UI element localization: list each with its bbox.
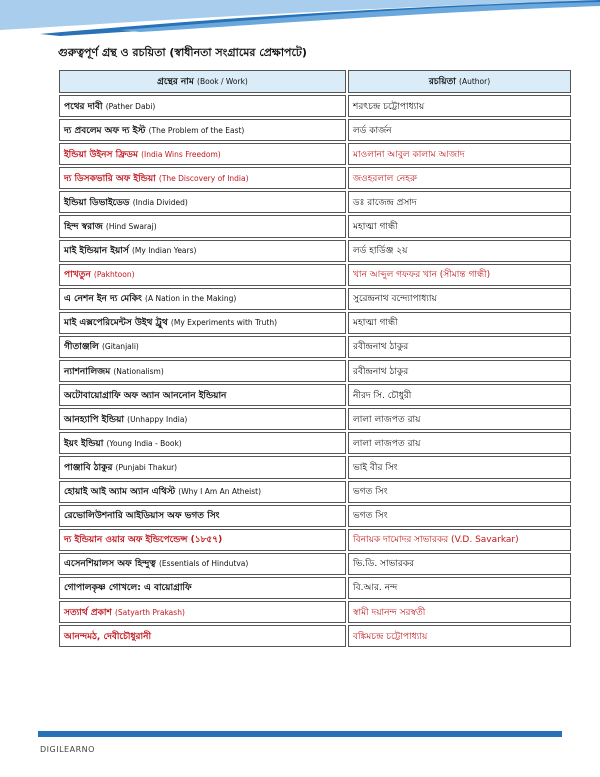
book-title-cell: হিন্দ স্বরাজ (Hind Swaraj)	[59, 215, 346, 237]
book-title-cell: গোপালকৃষ্ণ গোখলে: এ বায়োগ্রাফি	[59, 577, 346, 599]
author-cell: ভাই বীর সিং	[348, 456, 571, 478]
book-title-cell: আনন্দমঠ, দেবীচৌধুরানী	[59, 625, 346, 647]
footer-bar	[38, 731, 562, 737]
page-heading: গুরুত্বপূর্ণ গ্রন্থ ও রচয়িতা (স্বাধীনতা সংগ্রামের প্রেক্ষাপটে)	[58, 46, 307, 59]
author-cell: লর্ড হার্ডিঞ্জ ২য়	[348, 240, 571, 262]
table-row	[59, 625, 571, 647]
book-title-cell: পাখতুন (Pakhtoon)	[59, 264, 346, 286]
book-title-cell: ইয়ং ইন্ডিয়া (Young India - Book)	[59, 432, 346, 454]
table-row	[59, 288, 571, 310]
table-row	[59, 408, 571, 430]
book-title-cell: এসেনশিয়ালস অফ হিন্দুত্ব (Essentials of Hindutva)	[59, 553, 346, 575]
book-title-cell: মাই ইন্ডিয়ান ইয়ার্স (My Indian Years)	[59, 240, 346, 262]
table-row	[59, 601, 571, 623]
books-table	[57, 68, 573, 649]
top-wave-decoration	[0, 0, 600, 44]
book-title-cell: সত্যার্থ প্রকাশ (Satyarth Prakash)	[59, 601, 346, 623]
table-row	[59, 553, 571, 575]
author-cell: ভি.ডি. সাভারকর	[348, 553, 571, 575]
author-cell: লালা লাজপত রায়	[348, 432, 571, 454]
book-title-cell: ইন্ডিয়া ডিভাইডেড (India Divided)	[59, 191, 346, 213]
table-row	[59, 167, 571, 189]
table-row	[59, 384, 571, 406]
author-cell: বঙ্কিমচন্দ্র চট্টোপাধ্যায়	[348, 625, 571, 647]
book-title-cell: রেভোলিউশনারি আইডিয়াস অফ ভগত সিং	[59, 505, 346, 527]
table-row	[59, 191, 571, 213]
table-row	[59, 432, 571, 454]
table-row	[59, 456, 571, 478]
table-row	[59, 264, 571, 286]
author-cell: ডঃ রাজেন্দ্র প্রসাদ	[348, 191, 571, 213]
author-column-header: রচয়িতা (Author)	[348, 70, 571, 93]
book-title-cell: এ নেশন ইন দ্য মেকিং (A Nation in the Making)	[59, 288, 346, 310]
book-title-cell: দ্য ডিসকভারি অফ ইন্ডিয়া (The Discovery of India)	[59, 167, 346, 189]
book-title-cell: অটোবায়োগ্রাফি অফ অ্যান আননোন ইন্ডিয়ান	[59, 384, 346, 406]
table-row	[59, 529, 571, 551]
author-cell: বিনায়ক দামোদর সাভারকর (V.D. Savarkar)	[348, 529, 571, 551]
table-row	[59, 240, 571, 262]
book-title-cell: পাঞ্জাবি ঠাকুর (Punjabi Thakur)	[59, 456, 346, 478]
table-row	[59, 577, 571, 599]
author-cell: বি.আর. নন্দ	[348, 577, 571, 599]
author-cell: মহাত্মা গান্ধী	[348, 215, 571, 237]
book-title-cell: দ্য প্রবলেম অফ দ্য ইস্ট (The Problem of the East)	[59, 119, 346, 141]
table-row	[59, 119, 571, 141]
book-title-cell: মাই এক্সপেরিমেন্টস উইথ ট্রুথ (My Experiments with Truth)	[59, 312, 346, 334]
table-row	[59, 143, 571, 165]
table-row	[59, 312, 571, 334]
author-cell: মাওলানা আবুল কালাম আজাদ	[348, 143, 571, 165]
book-title-cell: দ্য ইন্ডিয়ান ওয়ার অফ ইন্ডিপেন্ডেন্স (১৮৫৭)	[59, 529, 346, 551]
table-header-row	[59, 70, 571, 93]
author-cell: ভগত সিং	[348, 505, 571, 527]
book-title-cell: ইন্ডিয়া উইনস ফ্রিডম (India Wins Freedom)	[59, 143, 346, 165]
author-cell: সুরেন্দ্রনাথ বন্দ্যোপাধ্যায়	[348, 288, 571, 310]
table-row	[59, 95, 571, 117]
author-cell: নীরদ সি. চৌধুরী	[348, 384, 571, 406]
author-cell: স্বামী দয়ানন্দ সরস্বতী	[348, 601, 571, 623]
book-column-header: গ্রন্থের নাম (Book / Work)	[59, 70, 346, 93]
table-row	[59, 215, 571, 237]
book-title-cell: পথের দাবী (Pather Dabi)	[59, 95, 346, 117]
author-cell: রবীন্দ্রনাথ ঠাকুর	[348, 360, 571, 382]
author-cell: মহাত্মা গান্ধী	[348, 312, 571, 334]
author-cell: খান আব্দুল গফফর খান (সীমান্ত গান্ধী)	[348, 264, 571, 286]
book-title-cell: হোয়াই আই অ্যাম অ্যান এথিস্ট (Why I Am An Atheist)	[59, 481, 346, 503]
book-title-cell: গীতাঞ্জলি (Gitanjali)	[59, 336, 346, 358]
book-title-cell: আনহ্যাপি ইন্ডিয়া (Unhappy India)	[59, 408, 346, 430]
author-cell: জওহরলাল নেহরু	[348, 167, 571, 189]
table-row	[59, 336, 571, 358]
author-cell: লালা লাজপত রায়	[348, 408, 571, 430]
author-cell: রবীন্দ্রনাথ ঠাকুর	[348, 336, 571, 358]
author-cell: লর্ড কার্জন	[348, 119, 571, 141]
footer-brand: DIGILEARNO	[40, 745, 95, 754]
table-row	[59, 481, 571, 503]
author-cell: ভগত সিং	[348, 481, 571, 503]
table-row	[59, 360, 571, 382]
table-row	[59, 505, 571, 527]
author-cell: শরৎচন্দ্র চট্টোপাধ্যায়	[348, 95, 571, 117]
book-title-cell: ন্যাশনালিজম (Nationalism)	[59, 360, 346, 382]
